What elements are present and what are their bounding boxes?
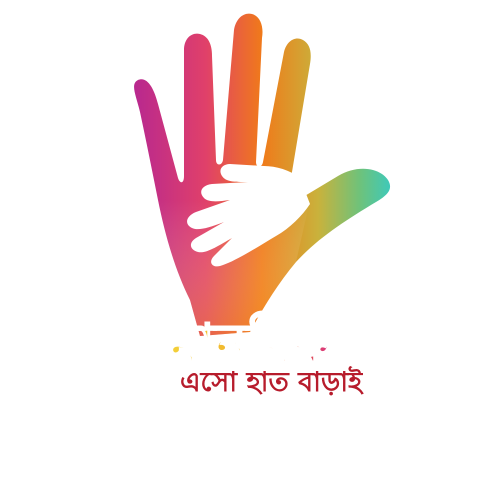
brand-tagline: এসো হাত বাড়াই [180,367,363,398]
brand-name: মানবিক [169,312,331,375]
